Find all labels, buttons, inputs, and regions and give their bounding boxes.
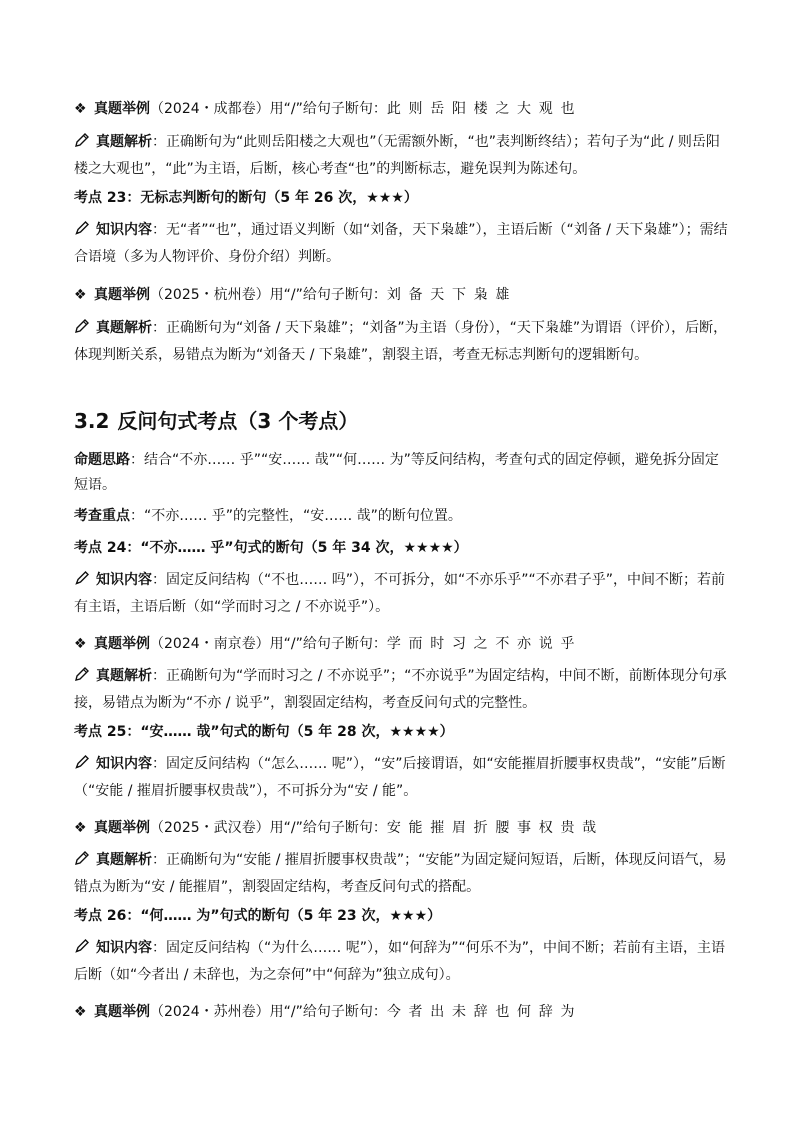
analysis-text: ：正确断句为“学而时习之 / 不亦说乎”；“不亦说乎”为固定结构，中间不断，前断体现分句承接，易错点为断为“不亦 / 说乎”，割裂固定结构，考查反问句式的完整性。 xyxy=(74,668,727,711)
analysis-label: 真题解析 xyxy=(96,668,152,684)
analysis-label: 真题解析 xyxy=(96,320,152,336)
example-sentence: 学而时习之不亦说乎 xyxy=(386,636,583,652)
pencil-icon xyxy=(74,318,96,343)
pencil-icon xyxy=(74,850,96,875)
analysis-item xyxy=(74,664,730,716)
analysis-text: ：正确断句为“刘备 / 天下枭雄”；“刘备”为主语（身份），“天下枭雄”为谓语（评价），后断，体现判断关系，易错点为断为“刘备天 / 下枭雄”，割裂主语，考查无标志判断句的逻辑断句。 xyxy=(74,320,728,363)
example-prefix: （2024・南京卷）用“/”给句子断句： xyxy=(150,636,387,652)
pencil-icon xyxy=(74,132,96,157)
idea-text: ：结合“不亦…… 乎”“安…… 哉”“何…… 为”等反问结构，考查句式的固定停顿，避免拆分固定短语。 xyxy=(74,452,719,493)
example-prefix: （2024・成都卷）用“/”给句子断句： xyxy=(150,101,387,117)
example-label: 真题举例 xyxy=(94,1004,150,1020)
example-sentence: 今者出未辞也何辞为 xyxy=(386,1004,583,1020)
pen-icon xyxy=(74,938,96,963)
analysis-label: 真题解析 xyxy=(96,134,152,150)
analysis-item xyxy=(74,316,730,368)
focus-text: ：“不亦…… 乎”的完整性，“安…… 哉”的断句位置。 xyxy=(130,508,462,524)
section-heading xyxy=(74,406,358,436)
example-item xyxy=(74,283,730,308)
knowledge-text: ：固定反问结构（“怎么…… 呢”），“安”后接谓语，如“安能摧眉折腰事权贵哉”，“安能”后断（“安能 / 摧眉折腰事权贵哉”），不可拆分为“安 / 能”。 xyxy=(74,756,726,799)
knowledge-item xyxy=(74,936,730,988)
focus-item xyxy=(74,504,730,529)
focus-label: 考查重点 xyxy=(74,508,130,524)
diamond-bullet-icon: ❖ xyxy=(74,636,87,652)
analysis-text: ：正确断句为“此则岳阳楼之大观也”（无需额外断，“也”表判断终结）；若句子为“此 / 则岳阳楼之大观也”，“此”为主语，后断，核心考查“也”的判断标志，避免误判为陈述句。 xyxy=(74,134,720,177)
knowledge-label: 知识内容 xyxy=(96,756,152,772)
analysis-item xyxy=(74,130,730,182)
knowledge-item xyxy=(74,218,730,270)
example-sentence: 安能摧眉折腰事权贵哉 xyxy=(386,820,604,836)
example-label: 真题举例 xyxy=(94,636,150,652)
analysis-text: ：正确断句为“安能 / 摧眉折腰事权贵哉”；“安能”为固定疑问短语，后断，体现反问语气，易错点为断为“安 / 能摧眉”，割裂固定结构，考查反问句式的搭配。 xyxy=(74,852,727,895)
section-number: 3.2 xyxy=(74,409,110,433)
knowledge-label: 知识内容 xyxy=(96,222,152,238)
example-prefix: （2025・杭州卷）用“/”给句子断句： xyxy=(150,287,387,303)
example-prefix: （2025・武汉卷）用“/”给句子断句： xyxy=(150,820,387,836)
pen-icon xyxy=(74,754,96,779)
diamond-bullet-icon: ❖ xyxy=(74,287,87,303)
knowledge-item xyxy=(74,568,730,620)
example-prefix: （2024・苏州卷）用“/”给句子断句： xyxy=(150,1004,387,1020)
idea-label: 命题思路 xyxy=(74,452,130,468)
example-item xyxy=(74,816,730,841)
example-sentence: 此则岳阳楼之大观也 xyxy=(386,101,583,117)
knowledge-text: ：固定反问结构（“为什么…… 呢”），如“何辞为”“何乐不为”，中间不断；若前有主语，主语后断（如“今者出 / 未辞也，为之奈何”中“何辞为”独立成句）。 xyxy=(74,940,725,983)
example-label: 真题举例 xyxy=(94,820,150,836)
example-item xyxy=(74,97,730,122)
example-item xyxy=(74,632,730,657)
knowledge-text: ：无“者”“也”，通过语义判断（如“刘备，天下枭雄”），主语后断（“刘备 / 天下枭雄”）；需结合语境（多为人物评价、身份介绍）判断。 xyxy=(74,222,728,265)
exam-point-title: 考点 24：“不亦…… 乎”句式的断句（5 年 34 次，★★★★） xyxy=(74,540,468,556)
diamond-bullet-icon: ❖ xyxy=(74,820,87,836)
diamond-bullet-icon: ❖ xyxy=(74,101,87,117)
pen-icon xyxy=(74,220,96,245)
idea-item xyxy=(74,448,730,498)
diamond-bullet-icon: ❖ xyxy=(74,1004,87,1020)
pencil-icon xyxy=(74,666,96,691)
knowledge-label: 知识内容 xyxy=(96,572,152,588)
section-title: 反问句式考点（3 个考点） xyxy=(117,409,359,433)
example-label: 真题举例 xyxy=(94,287,150,303)
pen-icon xyxy=(74,570,96,595)
exam-point-title: 考点 26：“何…… 为”句式的断句（5 年 23 次，★★★） xyxy=(74,908,442,924)
analysis-label: 真题解析 xyxy=(96,852,152,868)
exam-point-title: 考点 23：无标志判断句的断句（5 年 26 次，★★★） xyxy=(74,190,418,206)
knowledge-text: ：固定反问结构（“不也…… 吗”），不可拆分，如“不亦乐乎”“不亦君子乎”，中间不断；若前有主语，主语后断（如“学而时习之 / 不亦说乎”）。 xyxy=(74,572,725,615)
knowledge-item xyxy=(74,752,730,804)
example-label: 真题举例 xyxy=(94,101,150,117)
analysis-item xyxy=(74,848,730,900)
example-sentence: 刘备天下枭雄 xyxy=(386,287,518,303)
exam-point-title: 考点 25：“安…… 哉”句式的断句（5 年 28 次，★★★★） xyxy=(74,724,454,740)
example-item xyxy=(74,1000,730,1025)
knowledge-label: 知识内容 xyxy=(96,940,152,956)
